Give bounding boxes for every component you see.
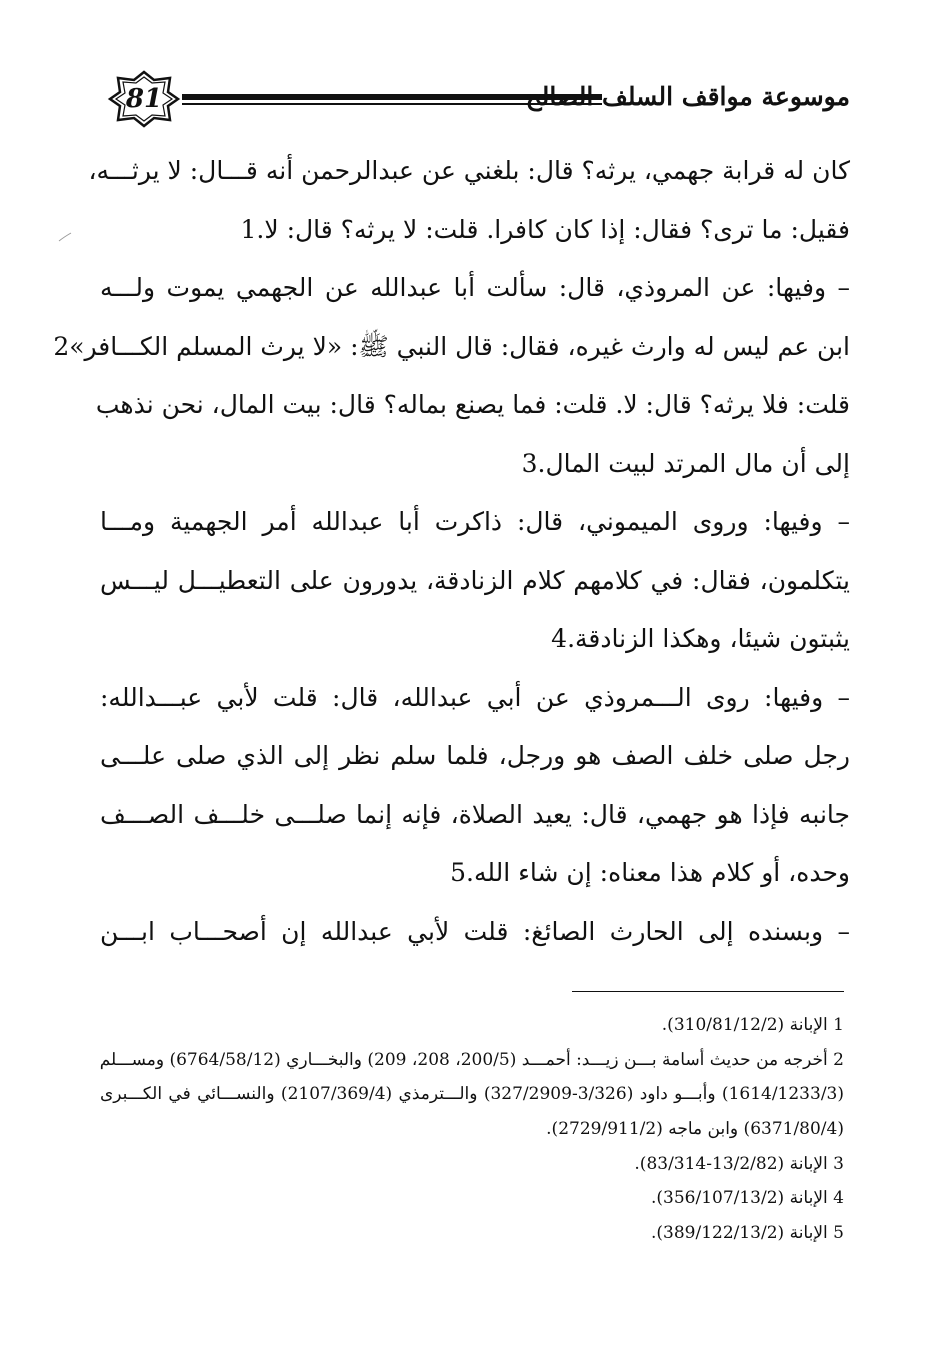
footnote-line: 4 الإبانة (356/107/13/2). xyxy=(650,1188,844,1209)
footnote-line: 2 أخرجه من حديث أسامة بـــن زيـــد: أحمـــد (200/5، 208، 209) والبخـــاري (6764/58/12) ومســـلم xyxy=(99,1049,844,1070)
footnote-line: 5 الإبانة (389/122/13/2). xyxy=(650,1223,844,1244)
page-number-badge xyxy=(108,70,180,128)
footnote-line: 1 الإبانة (310/81/12/2). xyxy=(661,1015,844,1035)
main-text xyxy=(53,142,850,961)
text-line: رجل صلى خلف الصف هو ورجل، فلما سلم نظر إلى الذي صلى علـــى xyxy=(100,741,850,770)
text-line: ابن عم ليس له وارث غيره، فقال: قال النبي ﷺ: «لا يرث المسلم الكـــافر»2 xyxy=(53,331,850,361)
footnote-line: 3 الإبانة (13/2/82-83/314). xyxy=(634,1153,844,1174)
text-line: يثبتون شيئا، وهكذا الزنادقة.4 xyxy=(551,624,850,653)
text-line: إلى أن مال المرتد لبيت المال.3 xyxy=(521,448,850,478)
text-line: – وفيها: عن المروذي، قال: سألت أبا عبدالله عن الجهمي يموت ولـــه xyxy=(100,273,850,302)
page-number: 81 xyxy=(125,84,163,114)
text-line: قلت: فلا يرثه؟ قال: لا. قلت: فما يصنع بماله؟ قال: بيت المال، نحن نذهب xyxy=(95,390,850,419)
text-line: – وبسنده إلى الحارث الصائغ: قلت لأبي عبدالله إن أصحـــاب ابـــن xyxy=(100,916,850,946)
footnote-line: (6371/80/4) وابن ماجه (2729/911/2). xyxy=(546,1119,844,1140)
text-line: فقيل: ما ترى؟ فقال: إذا كان كافرا. قلت: لا يرثه؟ قال: لا.1 xyxy=(240,214,850,244)
page-header xyxy=(100,68,850,130)
text-line: – وفيها: روى الـــمروذي عن أبي عبدالله، قال: قلت لأبي عبـــدالله: xyxy=(100,682,850,712)
text-line: يتكلمون، فقال: في كلامهم كلام الزنادقة، يدورون على التعطيـــل ليـــس xyxy=(100,565,850,595)
stray-pen-mark xyxy=(58,232,72,242)
text-line: – وفيها: وروى الميموني، قال: ذاكرت أبا عبدالله أمر الجهمية ومـــا xyxy=(100,507,850,536)
footnotes xyxy=(100,1008,844,1251)
book-title: موسوعة مواقف السلف الصالح xyxy=(525,82,850,111)
text-line: جانبه فإذا هو جهمي، قال: يعيد الصلاة، فإنه إنما صلـــى خلـــف الصـــف xyxy=(100,799,850,829)
footnote-line: (1614/1233/3) وأبـــو داود (3/326-327/2909) والـــترمذي (2107/369/4) والنســـائي في الكـــبرى xyxy=(100,1084,845,1105)
text-line: وحده، أو كلام هذا معناه: إن شاء الله.5 xyxy=(450,858,850,887)
footnote-separator xyxy=(572,991,844,992)
text-line: كان له قرابة جهمي، يرثه؟ قال: بلغني عن عبدالرحمن أنه قـــال: لا يرثـــه، xyxy=(88,156,850,185)
